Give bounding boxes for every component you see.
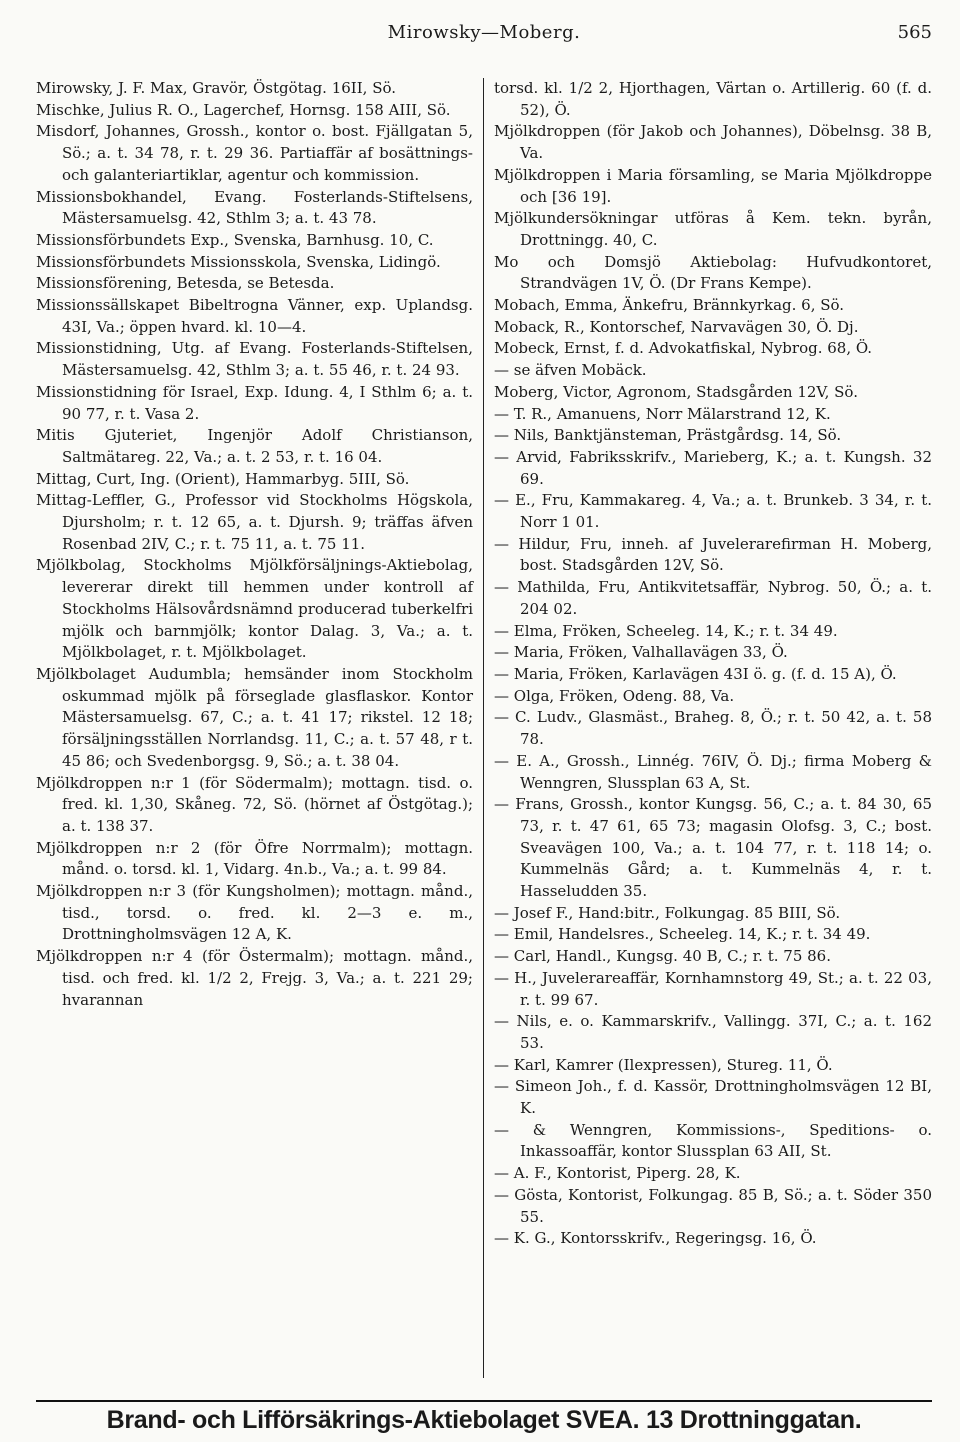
directory-entry: — Nils, e. o. Kammarskrifv., Vallingg. 37I, C.; a. t. 162 53. [494,1012,932,1052]
directory-entry: Mischke, Julius R. O., Lagerchef, Hornsg. 158 AIII, Sö. [36,100,451,119]
directory-entry: Missionstidning för Israel, Exp. Idung. 4, I Sthlm 6; a. t. 90 77, r. t. Vasa 2. [36,382,473,423]
directory-entry: Mobeck, Ernst, f. d. Advokatfiskal, Nybrog. 68, Ö. [494,339,873,358]
directory-entry: Missionsförening, Betesda, se Betesda. [36,274,335,293]
directory-entry: — Frans, Grossh., kontor Kungsg. 56, C.; a. t. 84 30, 65 73, r. t. 47 61, 65 73; magasin Olofsg. 3, C.; bost. Sveavägen 100, Va.; a. t. 104 77, r. t. 118 14; o. Kummelnäs Gård; a. t. Kummelnäs 4, r. t. Hasseludden 35. [494,795,932,901]
directory-entry: — T. R., Amanuens, Norr Mälarstrand 12, K. [494,404,831,423]
directory-entry: Mjölkbolaget Audumbla; hemsänder inom Stockholm oskummad mjölk på förseglade glasflaskor. Kontor Mästersamuelsg. 67, C.; a. t. 41 17; rikstel. 12 18; försäljningsställen Norrlandsg. 11, C.; a. t. 57 48, r t. 45 86; och Svedenborgsg. 9, Sö.; a. t. 38 04. [36,664,473,770]
text-columns [36,78,932,1378]
directory-entry: Missionsförbundets Missionsskola, Svenska, Lidingö. [36,252,441,271]
directory-entry: — Josef F., Hand:bitr., Folkungag. 85 BIII, Sö. [494,903,841,922]
directory-entry: — C. Ludv., Glasmäst., Braheg. 8, Ö.; r. t. 50 42, a. t. 58 78. [494,708,932,749]
directory-entry: — Emil, Handelsres., Scheeleg. 14, K.; r. t. 34 49. [494,925,871,944]
directory-entry: Missionsbokhandel, Evang. Fosterlands-Stiftelsens, Mästersamuelsg. 42, Sthlm 3; a. t. 43 78. [36,187,473,228]
directory-entry: Mirowsky, J. F. Max, Gravör, Östgötag. 16II, Sö. [36,79,396,97]
directory-entry: Moberg, Victor, Agronom, Stadsgården 12V, Sö. [494,382,858,401]
directory-entry: Mjölkdroppen n:r 2 (för Öfre Norrmalm); mottagn. månd. o. torsd. kl. 1, Vidarg. 4n.b., Va.; a. t. 99 84. [36,838,473,879]
directory-entry: Mjölkdroppen n:r 1 (för Södermalm); mottagn. tisd. o. fred. kl. 1,30, Skåneg. 72, Sö. (hörnet af Östgötag.); a. t. 138 37. [36,773,473,835]
directory-entry: Missionstidning, Utg. af Evang. Fosterlands-Stiftelsen, Mästersamuelsg. 42, Sthlm 3; a. t. 55 46, r. t. 24 93. [36,339,473,380]
page-header [36,22,932,52]
right-column [484,78,932,1378]
left-column [36,78,484,1378]
directory-entry: — E., Fru, Kammakareg. 4, Va.; a. t. Brunkeb. 3 34, r. t. Norr 1 01. [494,491,932,532]
directory-entry: — & Wenngren, Kommissions-, Speditions- o. Inkassoaffär, kontor Slussplan 63 AII, St. [494,1120,932,1161]
directory-entry: Mjölkdroppen n:r 4 (för Östermalm); mottagn. månd., tisd. och fred. kl. 1/2 2, Frejg. 3, Va.; a. t. 221 29; hvarannan [36,947,473,1009]
directory-entry: Moback, R., Kontorschef, Narvavägen 30, Ö. Dj. [494,317,859,336]
directory-entry: — E. A., Grossh., Linnég. 76IV, Ö. Dj.; firma Moberg & Wenngren, Slussplan 63 A, St. [494,751,932,792]
footer-advertisement: Brand- och Lifförsäkrings-Aktiebolaget SVEA. 13 Drottninggatan. [36,1400,932,1442]
directory-entry: Misdorf, Johannes, Grossh., kontor o. bost. Fjällgatan 5, Sö.; a. t. 34 78, r. t. 29 36. Partiaffär af bosättnings- och galanteriartiklar, agentur och kommission. [36,122,473,184]
directory-entry: Mo och Domsjö Aktiebolag: Hufvudkontoret, Strandvägen 1V, Ö. (Dr Frans Kempe). [494,252,932,293]
directory-entry: Mjölkdroppen i Maria församling, se Maria Mjölkdroppe och [36 19]. [494,165,932,206]
directory-entry: — se äfven Mobäck. [494,361,647,380]
directory-entry: Mobach, Emma, Änkefru, Brännkyrkag. 6, Sö. [494,296,845,315]
page-number: 565 [897,22,932,43]
directory-entry: — Simeon Joh., f. d. Kassör, Drottningholmsvägen 12 BI, K. [494,1077,932,1118]
directory-entry: Mjölkdroppen (för Jakob och Johannes), Döbelnsg. 38 B, Va. [494,122,932,163]
directory-entry: — H., Juvelerareaffär, Kornhamnstorg 49, St.; a. t. 22 03, r. t. 99 67. [494,968,932,1009]
directory-entry: Mjölkundersökningar utföras å Kem. tekn. byrån, Drottningg. 40, C. [494,209,932,249]
directory-entry: torsd. kl. 1/2 2, Hjorthagen, Värtan o. Artillerig. 60 (f. d. 52), Ö. [494,79,932,119]
directory-entry: — Olga, Fröken, Odeng. 88, Va. [494,686,735,705]
directory-entry: Mittag-Leffler, G., Professor vid Stockholms Högskola, Djursholm; r. t. 12 65, a. t. Djursh. 9; träffas äfven Rosenbad 2IV, C.; r. t. 75 11, a. t. 75 11. [36,491,473,553]
directory-entry: Missionssällskapet Bibeltrogna Vänner, exp. Uplandsg. 43I, Va.; öppen hvard. kl. 10—4. [36,296,473,336]
directory-entry: Mjölkbolag, Stockholms Mjölkförsäljnings-Aktiebolag, levererar direkt till hemmen under kontroll af Stockholms Hälsovårdsnämnd producerad tuberkelfri mjölk och barnmjölk; kontor Dalag. 3, Va.; a. t. Mjölkbolaget, r. t. Mjölkbolaget. [36,556,473,662]
directory-entry: — Arvid, Fabriksskrifv., Marieberg, K.; a. t. Kungsh. 32 69. [494,447,932,488]
directory-entry: Mitis Gjuteriet, Ingenjör Adolf Christianson, Saltmätareg. 22, Va.; a. t. 2 53, r. t. 16 04. [36,426,473,466]
directory-entry: — Maria, Fröken, Karlavägen 43I ö. g. (f. d. 15 A), Ö. [494,664,897,683]
directory-entry: — Hildur, Fru, inneh. af Juvelerarefirman H. Moberg, bost. Stadsgården 12V, Sö. [494,534,932,575]
directory-entry: — Maria, Fröken, Valhallavägen 33, Ö. [494,643,788,662]
directory-entry: — Nils, Banktjänsteman, Prästgårdsg. 14, Sö. [494,426,842,445]
directory-entry: Missionsförbundets Exp., Svenska, Barnhusg. 10, C. [36,230,434,249]
directory-entry: — A. F., Kontorist, Piperg. 28, K. [494,1164,741,1183]
running-title: Mirowsky—Moberg. [387,22,581,43]
directory-entry: — K. G., Kontorsskrifv., Regeringsg. 16, Ö. [494,1229,817,1248]
directory-entry: — Elma, Fröken, Scheeleg. 14, K.; r. t. 34 49. [494,621,838,640]
directory-entry: — Carl, Handl., Kungsg. 40 B, C.; r. t. 75 86. [494,947,831,966]
directory-entry: Mittag, Curt, Ing. (Orient), Hammarbyg. 5III, Sö. [36,469,410,488]
directory-entry: Mjölkdroppen n:r 3 (för Kungsholmen); mottagn. månd., tisd., torsd. o. fred. kl. 2—3 e. m., Drottningholmsvägen 12 A, K. [36,882,473,944]
directory-entry: — Gösta, Kontorist, Folkungag. 85 B, Sö.; a. t. Söder 350 55. [494,1185,932,1226]
directory-entry: — Mathilda, Fru, Antikvitetsaffär, Nybrog. 50, Ö.; a. t. 204 02. [494,578,932,618]
directory-entry: — Karl, Kamrer (Ilexpressen), Stureg. 11, Ö. [494,1055,833,1074]
